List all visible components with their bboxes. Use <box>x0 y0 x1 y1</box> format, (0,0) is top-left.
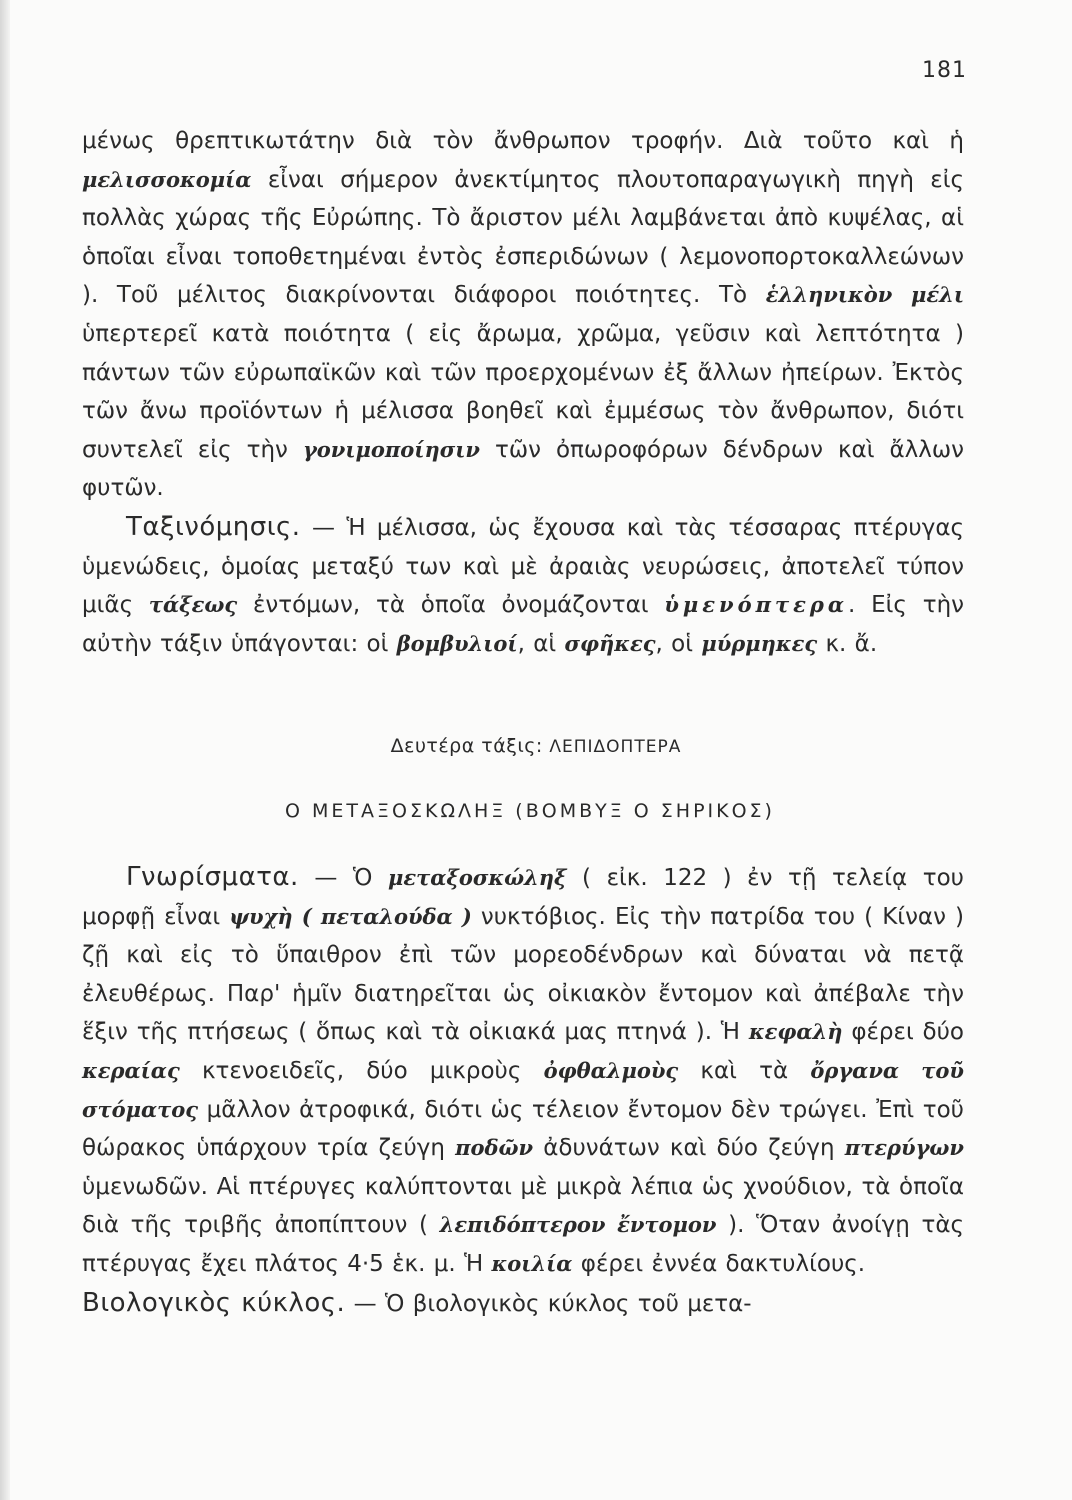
term-metaxoskolix: μεταξοσκώληξ <box>387 865 567 890</box>
heading-taxinomisis: Ταξινόμησις. <box>126 511 301 542</box>
paragraph-beekeeping: μένως θρεπτικωτάτην διὰ τὸν ἄνθρωπον τροφήν. Διὰ τοῦτο καὶ ἡ μελισσοκομία εἶναι σήμερον ἀνεκτίμητος πλουτοπαραγωγικὴ πηγὴ εἰς πολλὰς χώρας τῆς Εὐρώπης. Τὸ ἄριστον μέλι λαμβάνεται ἀπὸ κυψέλας, αἱ ὁποῖαι εἶναι τοποθετημέναι ἐντὸς ἐσπεριδώνων ( λεμονοπορτοκαλλεώνων ). Τοῦ μέλιτος διακρίνονται διάφοροι ποιότητες. Τὸ ἑλληνικὸν μέλι ὑπερτερεῖ κατὰ ποιότητα ( εἰς ἄρωμα, χρῶμα, γεῦσιν καὶ λεπτότητα ) πάντων τῶν εὐρωπαϊκῶν καὶ τῶν προερχομένων ἐξ ἄλλων ἠπείρων. Ἐκτὸς τῶν ἄνω προϊόντων ἡ μέλισσα βοηθεῖ καὶ ἐμμέσως τὸν ἄνθρωπον, διότι συντελεῖ εἰς τὴν γονιμοποίησιν τῶν ὀπωροφόρων δένδρων καὶ ἄλλων φυτῶν. <box>82 128 965 502</box>
term-organa-stomatos: ὄργανα τοῦ στόματος <box>82 1057 964 1122</box>
term-pterygon: πτερύγων <box>844 1135 964 1161</box>
text-block-upper <box>82 122 964 663</box>
page-number: 181 <box>922 58 967 83</box>
term-ellinikon-meli: ἑλληνικὸν μέλι <box>765 282 964 308</box>
term-keraias: κεραίας <box>82 1057 180 1083</box>
paragraph-taxinomisis: Ταξινόμησις. — Ἡ μέλισσα, ὡς ἔχουσα καὶ τὰς τέσσαρας πτέρυγας ὑμενώδεις, ὁμοίας μεταξύ των καὶ μὲ ἀραιὰς νευρώσεις, ἀποτελεῖ τύπον μιᾶς τάξεως ἐντόμων, τὰ ὁποῖα ὀνομάζονται ὑμενόπτερα. Εἰς τὴν αὐτὴν τάξιν ὑπάγονται: οἱ βομβυλιοί, αἱ σφῆκες, οἱ μύρμηκες κ. ἄ. <box>82 511 964 657</box>
paragraph-gnorismata: Γνωρίσματα. — Ὁ μεταξοσκώληξ ( εἰκ. 122 ) ἐν τῇ τελείᾳ του μορφῇ εἶναι ψυχὴ ( πεταλούδα ) νυκτόβιος. Εἰς τὴν πατρίδα του ( Κίναν ) ζῇ καὶ εἰς τὸ ὕπαιθρον ἐπὶ τῶν μορεοδένδρων καὶ δύναται νὰ πετᾷ ἐλευθέρως. Παρ' ἡμῖν διατηρεῖται ὡς οἰκιακὸν ἔντομον καὶ ἀπέβαλε τὴν ἕξιν τῆς πτήσεως ( ὅπως καὶ τὰ οἰκιακά μας πτηνά ). Ἡ κεφαλὴ φέρει δύο κεραίας κτενοειδεῖς, δύο μικροὺς ὀφθαλμοὺς καὶ τὰ ὄργανα τοῦ στόματος μᾶλλον ἀτροφικά, διότι ὡς τέλειον ἔντομον δὲν τρώγει. Ἐπὶ τοῦ θώρακος ὑπάρχουν τρία ζεύγη ποδῶν ἀδυνάτων καὶ δύο ζεύγη πτερύγων ὑμενωδῶν. Αἱ πτέρυγες καλύπτονται μὲ μικρὰ λέπια ὡς χνούδιον, τὰ ὁποῖα διὰ τῆς τριβῆς ἀποπίπτουν ( λεπιδόπτερον ἔντομον ). Ὅταν ἀνοίγῃ τὰς πτέρυγας ἔχει πλάτος 4·5 ἑκ. μ. Ἡ κοιλία φέρει ἐννέα δακτυλίους. <box>82 862 964 1277</box>
term-melissokomia: μελισσοκομία <box>82 166 252 192</box>
term-gonimopoiisin: γονιμοποίησιν <box>302 436 480 462</box>
term-ofthalmous: ὀφθαλμοὺς <box>543 1057 679 1083</box>
class-name: ΛΕΠΙΔΟΠΤΕΡΑ <box>549 737 682 757</box>
term-ymenoptera: ὑμενόπτερα <box>664 592 849 618</box>
term-podon: ποδῶν <box>455 1135 534 1161</box>
term-vomvylioi: βομβυλιοί <box>396 630 518 656</box>
term-kefali: κεφαλὴ <box>748 1019 843 1045</box>
term-myrmikes: μύρμηκες <box>701 630 818 656</box>
term-lepidopteron-entomon: λεπιδόπτερον ἔντομον <box>439 1212 717 1238</box>
term-taxeos: τάξεως <box>148 592 238 618</box>
term-koilia: κοιλία <box>491 1250 573 1276</box>
heading-viologikos-kyklos: Βιολογικὸς κύκλος. <box>82 1287 346 1318</box>
class-heading: Δευτέρα τάξις: ΛΕΠΙΔΟΠΤΕΡΑ <box>390 735 682 757</box>
section-title: Ο ΜΕΤΑΞΟΣΚΩΛΗΞ (ΒΟΜΒΥΞ Ο ΣΗΡΙΚΟΣ) <box>285 800 775 822</box>
paragraph-viologikos-kyklos: Βιολογικὸς κύκλος. — Ὁ βιολογικὸς κύκλος τοῦ μετα- <box>82 1287 752 1318</box>
text-block-lower <box>82 858 964 1323</box>
term-sfikes: σφῆκες <box>564 630 656 656</box>
term-psychi-petalouda: ψυχὴ ( πεταλούδα ) <box>229 903 472 929</box>
heading-gnorismata: Γνωρίσματα. <box>126 862 299 892</box>
